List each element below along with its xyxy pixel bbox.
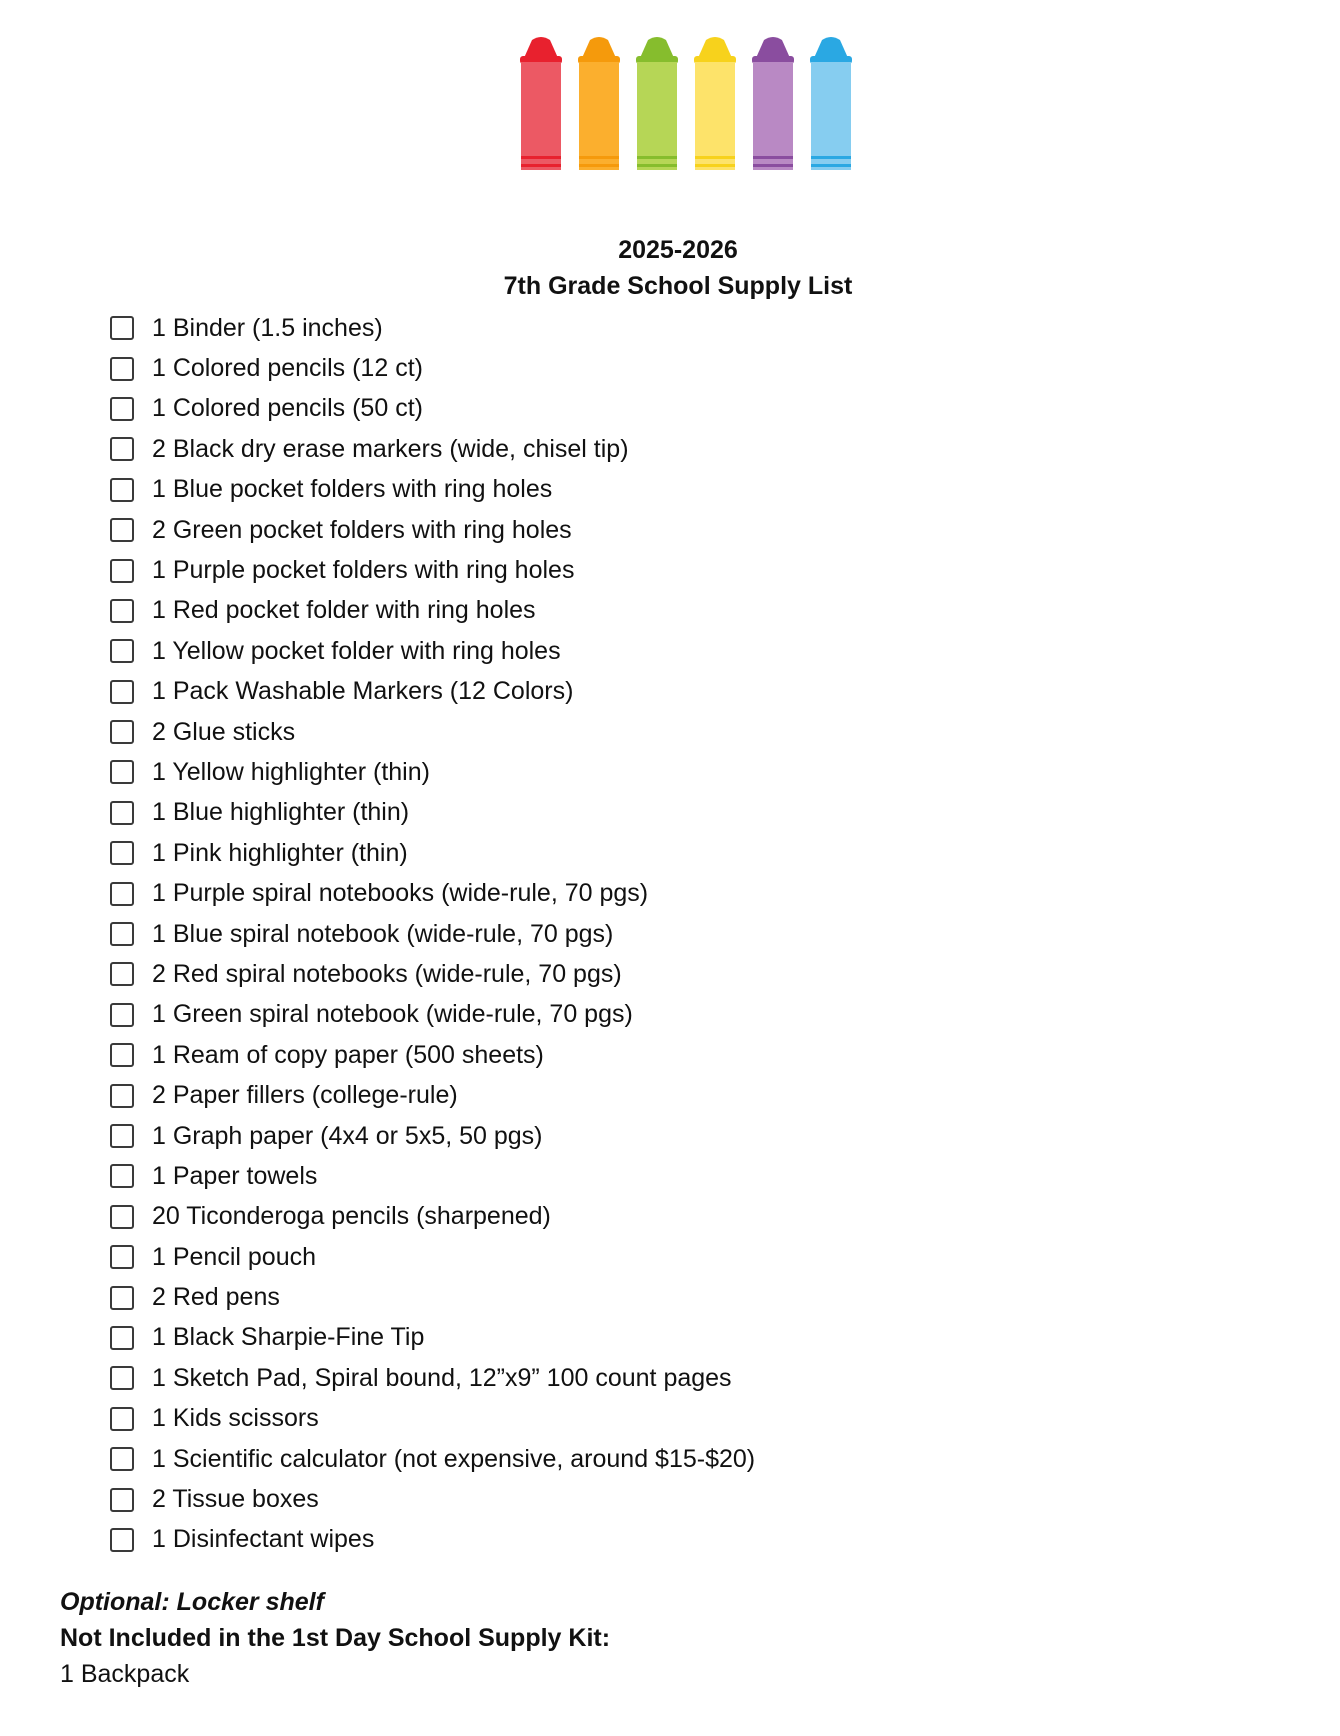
checklist-item bbox=[110, 348, 755, 388]
page-title: 7th Grade School Supply List bbox=[503, 272, 853, 300]
crayon-red-icon bbox=[520, 37, 562, 170]
checklist-item bbox=[110, 1318, 755, 1358]
checklist-item-label: 2 Green pocket folders with ring holes bbox=[152, 515, 572, 544]
checkbox[interactable] bbox=[110, 397, 134, 421]
checklist-item bbox=[110, 1035, 755, 1075]
checkbox[interactable] bbox=[110, 478, 134, 502]
checkbox[interactable] bbox=[110, 1124, 134, 1148]
checkbox[interactable] bbox=[110, 962, 134, 986]
checklist-item bbox=[110, 1156, 755, 1196]
checklist-item-label: 1 Sketch Pad, Spiral bound, 12”x9” 100 count pages bbox=[152, 1363, 732, 1392]
checklist-item bbox=[110, 550, 755, 590]
checkbox[interactable] bbox=[110, 518, 134, 542]
checkbox[interactable] bbox=[110, 1407, 134, 1431]
checklist-item-label: 1 Kids scissors bbox=[152, 1404, 319, 1433]
checkbox[interactable] bbox=[110, 680, 134, 704]
checkbox[interactable] bbox=[110, 1084, 134, 1108]
crayon-yellow-icon bbox=[694, 37, 736, 170]
checklist-item-label: 2 Black dry erase markers (wide, chisel tip) bbox=[152, 434, 629, 463]
checklist-item bbox=[110, 712, 755, 752]
checklist-item-label: 2 Tissue boxes bbox=[152, 1485, 319, 1514]
checklist-item-label: 1 Disinfectant wipes bbox=[152, 1525, 375, 1554]
checkbox[interactable] bbox=[110, 1245, 134, 1269]
not-included-heading: Not Included in the 1st Day School Supply Kit: bbox=[60, 1624, 611, 1652]
checklist-item bbox=[110, 308, 755, 348]
checkbox[interactable] bbox=[110, 1447, 134, 1471]
checklist-item-label: 1 Purple spiral notebooks (wide-rule, 70 pgs) bbox=[152, 879, 649, 908]
checklist-item-label: 1 Scientific calculator (not expensive, around $15-$20) bbox=[152, 1444, 756, 1473]
crayon-blue-icon bbox=[810, 37, 852, 170]
checklist-item bbox=[110, 873, 755, 913]
checklist-item bbox=[110, 1520, 755, 1560]
checkbox[interactable] bbox=[110, 1488, 134, 1512]
checklist-item bbox=[110, 1116, 755, 1156]
checklist-item bbox=[110, 1075, 755, 1115]
checkbox[interactable] bbox=[110, 922, 134, 946]
checklist-item-label: 20 Ticonderoga pencils (sharpened) bbox=[152, 1202, 551, 1231]
checklist-item-label: 1 Pack Washable Markers (12 Colors) bbox=[152, 677, 574, 706]
checklist-item-label: 1 Black Sharpie-Fine Tip bbox=[152, 1323, 425, 1352]
checkbox[interactable] bbox=[110, 1366, 134, 1390]
supply-checklist bbox=[110, 308, 755, 1560]
checklist-item-label: 1 Blue spiral notebook (wide-rule, 70 pgs) bbox=[152, 919, 614, 948]
checkbox[interactable] bbox=[110, 1286, 134, 1310]
checklist-item-label: 1 Purple pocket folders with ring holes bbox=[152, 556, 575, 585]
checklist-item-label: 2 Red spiral notebooks (wide-rule, 70 pgs) bbox=[152, 959, 622, 988]
checklist-item bbox=[110, 1277, 755, 1317]
not-included-item: 1 Backpack bbox=[60, 1660, 190, 1688]
crayon-orange-icon bbox=[578, 37, 620, 170]
checkbox[interactable] bbox=[110, 760, 134, 784]
checkbox[interactable] bbox=[110, 1326, 134, 1350]
checklist-item bbox=[110, 752, 755, 792]
checkbox[interactable] bbox=[110, 559, 134, 583]
checkbox[interactable] bbox=[110, 801, 134, 825]
checkbox[interactable] bbox=[110, 437, 134, 461]
checklist-item bbox=[110, 510, 755, 550]
checklist-item bbox=[110, 389, 755, 429]
checkbox[interactable] bbox=[110, 882, 134, 906]
checklist-item-label: 1 Pink highlighter (thin) bbox=[152, 838, 408, 867]
checklist-item bbox=[110, 672, 755, 712]
school-year: 2025-2026 bbox=[618, 236, 738, 264]
checklist-item bbox=[110, 1358, 755, 1398]
checklist-item bbox=[110, 914, 755, 954]
checklist-item-label: 1 Pencil pouch bbox=[152, 1242, 317, 1271]
checkbox[interactable] bbox=[110, 1003, 134, 1027]
checkbox[interactable] bbox=[110, 1043, 134, 1067]
title-block bbox=[0, 232, 1340, 304]
checklist-item bbox=[110, 1237, 755, 1277]
checklist-item bbox=[110, 470, 755, 510]
checkbox[interactable] bbox=[110, 841, 134, 865]
checkbox[interactable] bbox=[110, 1528, 134, 1552]
checklist-item-label: 1 Paper towels bbox=[152, 1161, 318, 1190]
checklist-item bbox=[110, 1439, 755, 1479]
checklist-item-label: 2 Glue sticks bbox=[152, 717, 296, 746]
checklist-item-label: 1 Blue highlighter (thin) bbox=[152, 798, 410, 827]
checklist-item-label: 1 Yellow highlighter (thin) bbox=[152, 757, 430, 786]
checklist-item-label: 1 Graph paper (4x4 or 5x5, 50 pgs) bbox=[152, 1121, 543, 1150]
checkbox[interactable] bbox=[110, 357, 134, 381]
checklist-item-label: 1 Red pocket folder with ring holes bbox=[152, 596, 536, 625]
checklist-item bbox=[110, 1479, 755, 1519]
checklist-item bbox=[110, 954, 755, 994]
checklist-item bbox=[110, 1399, 755, 1439]
checklist-item bbox=[110, 591, 755, 631]
checklist-item bbox=[110, 833, 755, 873]
optional-note: Optional: Locker shelf bbox=[60, 1588, 324, 1616]
checkbox[interactable] bbox=[110, 599, 134, 623]
checklist-item bbox=[110, 631, 755, 671]
checklist-item-label: 2 Paper fillers (college-rule) bbox=[152, 1081, 458, 1110]
checklist-item bbox=[110, 995, 755, 1035]
checkbox[interactable] bbox=[110, 720, 134, 744]
checklist-item bbox=[110, 793, 755, 833]
checklist-item-label: 1 Colored pencils (12 ct) bbox=[152, 354, 423, 383]
checkbox[interactable] bbox=[110, 316, 134, 340]
checklist-item-label: 1 Green spiral notebook (wide-rule, 70 pgs) bbox=[152, 1000, 633, 1029]
checklist-item bbox=[110, 429, 755, 469]
checklist-item-label: 2 Red pens bbox=[152, 1283, 280, 1312]
checklist-item bbox=[110, 1197, 755, 1237]
crayon-purple-icon bbox=[752, 37, 794, 170]
footer-notes bbox=[60, 1584, 610, 1692]
checklist-item-label: 1 Ream of copy paper (500 sheets) bbox=[152, 1040, 544, 1069]
checklist-item-label: 1 Binder (1.5 inches) bbox=[152, 313, 383, 342]
crayons-illustration bbox=[516, 34, 856, 174]
checkbox[interactable] bbox=[110, 1164, 134, 1188]
crayon-green-icon bbox=[636, 37, 678, 170]
checkbox[interactable] bbox=[110, 639, 134, 663]
checklist-item-label: 1 Yellow pocket folder with ring holes bbox=[152, 636, 561, 665]
checklist-item-label: 1 Blue pocket folders with ring holes bbox=[152, 475, 553, 504]
checkbox[interactable] bbox=[110, 1205, 134, 1229]
checklist-item-label: 1 Colored pencils (50 ct) bbox=[152, 394, 423, 423]
